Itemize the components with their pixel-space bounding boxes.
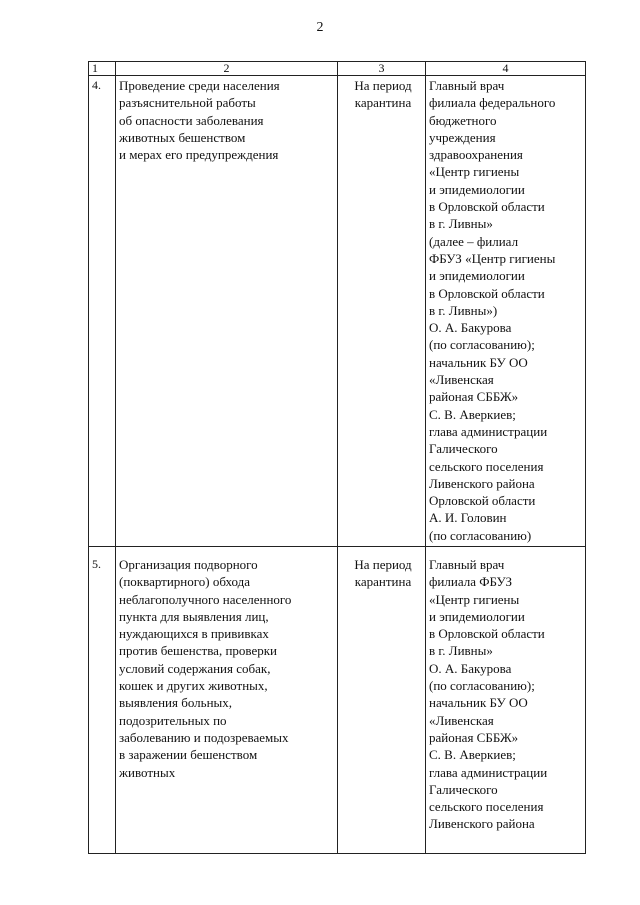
responsible-line: районая СББЖ»	[429, 389, 519, 405]
period-cell	[338, 547, 426, 854]
responsible-line: Галического	[429, 441, 498, 457]
row-number: 5.	[89, 547, 116, 854]
period-line: карантина	[354, 574, 412, 590]
responsible-line: и эпидемиологии	[429, 268, 525, 284]
responsible-line: глава администрации	[429, 423, 548, 439]
activity-line: нуждающихся в прививках	[119, 626, 269, 642]
responsible-line: здравоохранения	[429, 147, 523, 163]
responsible-line: учреждения	[429, 129, 496, 145]
table-row	[89, 76, 586, 547]
period-line: карантина	[354, 95, 412, 111]
table-header-row	[89, 62, 586, 76]
responsible-line: (по согласованию);	[429, 337, 535, 353]
activity-line: условий содержания собак,	[119, 660, 271, 676]
period-cell	[338, 76, 426, 547]
activity-line: об опасности заболевания	[119, 112, 264, 128]
table-row	[89, 547, 586, 854]
responsible-line: (далее – филиал	[429, 233, 519, 249]
activity-line: животных бешенством	[119, 129, 246, 145]
activity-line: Проведение среди населения	[119, 78, 280, 93]
responsible-line: «Ливенская	[429, 712, 494, 728]
period-line: На период	[354, 557, 412, 572]
activity-line: пункта для выявления лиц,	[119, 608, 269, 624]
column-header-period: 3	[338, 62, 426, 76]
page-number: 2	[316, 20, 324, 35]
responsible-line: Галического	[429, 781, 498, 797]
responsible-line: филиала ФБУЗ	[429, 574, 513, 590]
activity-line: разъяснительной работы	[119, 95, 256, 111]
responsible-line: в Орловской области	[429, 285, 545, 301]
column-header-number: 1	[89, 62, 116, 76]
activity-line: подозрительных по	[119, 712, 227, 728]
responsible-line: в г. Ливны»	[429, 216, 493, 232]
responsible-line: районая СББЖ»	[429, 729, 519, 745]
activity-line: в заражении бешенством	[119, 747, 258, 763]
activity-cell	[116, 76, 338, 547]
activity-cell	[116, 547, 338, 854]
responsible-line: «Центр гигиены	[429, 591, 520, 607]
responsible-line: начальник БУ ОО	[429, 354, 528, 370]
activity-line: кошек и других животных,	[119, 678, 268, 694]
responsible-line: и эпидемиологии	[429, 181, 525, 197]
column-header-responsible: 4	[426, 62, 586, 76]
responsible-line: ФБУЗ «Центр гигиены	[429, 250, 556, 266]
activity-line: Организация подворного	[119, 557, 258, 572]
responsible-line: начальник БУ ОО	[429, 695, 528, 711]
responsible-line: О. А. Бакурова	[429, 660, 512, 676]
responsible-line: С. В. Аверкиев;	[429, 747, 516, 763]
responsible-line: А. И. Головин	[429, 510, 507, 526]
activity-line: заболеванию и подозреваемых	[119, 729, 289, 745]
responsible-line: в Орловской области	[429, 199, 545, 215]
activity-line: против бешенства, проверки	[119, 643, 278, 659]
responsible-line: в Орловской области	[429, 626, 545, 642]
responsible-line: Главный врач	[429, 557, 505, 572]
responsible-line: О. А. Бакурова	[429, 320, 512, 336]
responsible-line: в г. Ливны»)	[429, 302, 498, 318]
responsible-line: С. В. Аверкиев;	[429, 406, 516, 422]
activity-line: выявления больных,	[119, 695, 233, 711]
responsible-line: филиала федерального	[429, 95, 556, 111]
column-header-activity: 2	[116, 62, 338, 76]
responsible-line: «Центр гигиены	[429, 164, 520, 180]
responsible-line: сельского поселения	[429, 458, 544, 474]
responsible-line: сельского поселения	[429, 799, 544, 815]
responsible-line: (по согласованию);	[429, 678, 535, 694]
responsible-cell	[426, 76, 586, 547]
responsible-line: (по согласованию)	[429, 527, 532, 543]
responsible-cell	[426, 547, 586, 854]
responsible-line: «Ливенская	[429, 372, 494, 388]
responsible-line: Главный врач	[429, 78, 505, 93]
responsible-line: Ливенского района	[429, 816, 535, 832]
activity-line: неблагополучного населенного	[119, 591, 292, 607]
row-number: 4.	[89, 76, 116, 547]
activity-line: и мерах его предупреждения	[119, 147, 279, 163]
responsible-line: Орловской области	[429, 493, 536, 509]
period-line: На период	[354, 78, 412, 93]
responsible-line: и эпидемиологии	[429, 608, 525, 624]
activity-line: животных	[119, 764, 176, 780]
measures-table	[88, 61, 586, 854]
responsible-line: глава администрации	[429, 764, 548, 780]
responsible-line: Ливенского района	[429, 475, 535, 491]
responsible-line: в г. Ливны»	[429, 643, 493, 659]
responsible-line: бюджетного	[429, 112, 497, 128]
activity-line: (поквартирного) обхода	[119, 574, 250, 590]
